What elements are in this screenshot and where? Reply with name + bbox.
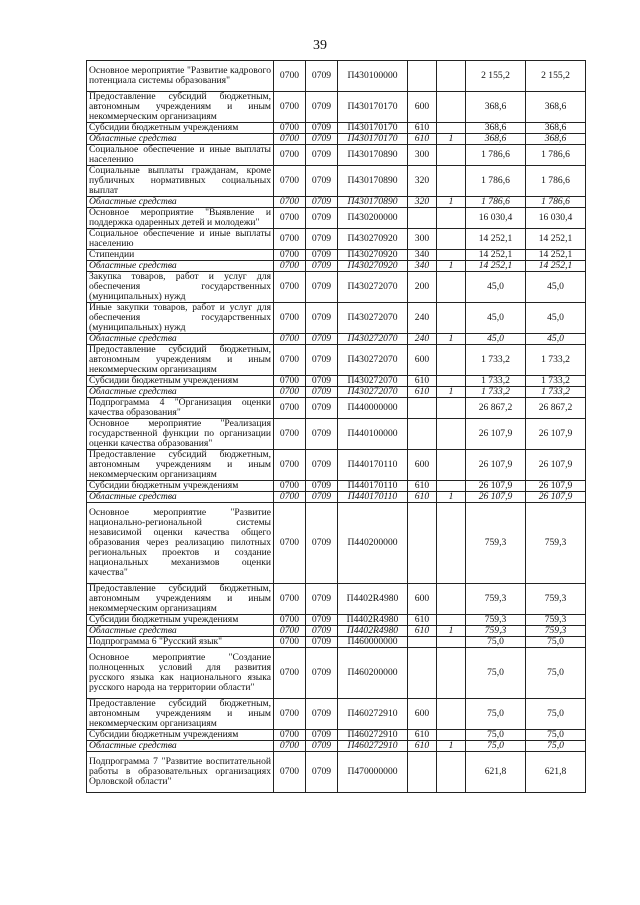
amount-year-2: 1 733,2: [526, 376, 586, 387]
row-name: Основное мероприятие "Выявление и поддержка одаренных детей и молодежи": [87, 208, 274, 229]
fund-source: 1: [437, 626, 466, 637]
subsection-code: 0709: [306, 123, 338, 134]
amount-year-2: 759,3: [526, 584, 586, 615]
target-article-code: П430270920: [338, 229, 408, 250]
fund-source: [437, 503, 466, 584]
row-name: Областные средства: [87, 134, 274, 145]
section-code: 0700: [274, 648, 306, 699]
table-row: [87, 61, 586, 92]
row-name: Субсидии бюджетным учреждениям: [87, 615, 274, 626]
table-row: [87, 741, 586, 752]
expense-type-code: 600: [408, 699, 437, 730]
amount-year-2: 14 252,1: [526, 261, 586, 272]
fund-source: [437, 250, 466, 261]
target-article-code: П430100000: [338, 61, 408, 92]
table-row: [87, 303, 586, 334]
expense-type-code: [408, 419, 437, 450]
table-row: [87, 387, 586, 398]
amount-year-1: 26 107,9: [466, 481, 526, 492]
row-name: Основное мероприятие "Создание полноценных условий для развития русского языка как национального языка русского народа на территории области": [87, 648, 274, 699]
target-article-code: П430170170: [338, 123, 408, 134]
subsection-code: 0709: [306, 334, 338, 345]
amount-year-2: 75,0: [526, 699, 586, 730]
target-article-code: П430270920: [338, 250, 408, 261]
page-number: 39: [313, 38, 327, 53]
table-row: [87, 250, 586, 261]
expense-type-code: 610: [408, 741, 437, 752]
amount-year-2: 14 252,1: [526, 250, 586, 261]
amount-year-1: 1 786,6: [466, 166, 526, 197]
section-code: 0700: [274, 166, 306, 197]
row-name: Социальное обеспечение и иные выплаты населению: [87, 229, 274, 250]
amount-year-2: 759,3: [526, 615, 586, 626]
fund-source: [437, 272, 466, 303]
row-name: Областные средства: [87, 741, 274, 752]
amount-year-1: 759,3: [466, 626, 526, 637]
fund-source: [437, 145, 466, 166]
target-article-code: П430170890: [338, 166, 408, 197]
section-code: 0700: [274, 492, 306, 503]
row-name: Основное мероприятие "Реализация государственной функции по организации оценки качества образования": [87, 419, 274, 450]
row-name: Основное мероприятие "Развитие кадрового потенциала системы образования": [87, 61, 274, 92]
target-article-code: П460000000: [338, 637, 408, 648]
subsection-code: 0709: [306, 450, 338, 481]
fund-source: [437, 92, 466, 123]
fund-source: [437, 208, 466, 229]
table-row: [87, 92, 586, 123]
expense-type-code: 320: [408, 166, 437, 197]
section-code: 0700: [274, 92, 306, 123]
target-article-code: П430272070: [338, 376, 408, 387]
fund-source: [437, 345, 466, 376]
subsection-code: 0709: [306, 398, 338, 419]
row-name: Иные закупки товаров, работ и услуг для обеспечения государственных (муниципальных) нужд: [87, 303, 274, 334]
target-article-code: П430200000: [338, 208, 408, 229]
row-name: Субсидии бюджетным учреждениям: [87, 376, 274, 387]
amount-year-2: 759,3: [526, 503, 586, 584]
subsection-code: 0709: [306, 272, 338, 303]
fund-source: 1: [437, 134, 466, 145]
expense-type-code: 610: [408, 730, 437, 741]
table-row: [87, 450, 586, 481]
fund-source: [437, 481, 466, 492]
section-code: 0700: [274, 197, 306, 208]
amount-year-2: 26 107,9: [526, 419, 586, 450]
expense-type-code: 610: [408, 626, 437, 637]
section-code: 0700: [274, 250, 306, 261]
fund-source: [437, 398, 466, 419]
row-name: Социальные выплаты гражданам, кроме публичных нормативных социальных выплат: [87, 166, 274, 197]
section-code: 0700: [274, 387, 306, 398]
section-code: 0700: [274, 615, 306, 626]
subsection-code: 0709: [306, 303, 338, 334]
amount-year-2: 45,0: [526, 303, 586, 334]
table-row: [87, 492, 586, 503]
fund-source: [437, 166, 466, 197]
section-code: 0700: [274, 626, 306, 637]
amount-year-1: 26 107,9: [466, 492, 526, 503]
section-code: 0700: [274, 229, 306, 250]
section-code: 0700: [274, 376, 306, 387]
target-article-code: П4402R4980: [338, 615, 408, 626]
row-name: Субсидии бюджетным учреждениям: [87, 123, 274, 134]
amount-year-2: 1 733,2: [526, 387, 586, 398]
table-row: [87, 503, 586, 584]
fund-source: [437, 699, 466, 730]
fund-source: [437, 648, 466, 699]
section-code: 0700: [274, 450, 306, 481]
row-name: Стипендии: [87, 250, 274, 261]
fund-source: [437, 123, 466, 134]
amount-year-1: 368,6: [466, 123, 526, 134]
subsection-code: 0709: [306, 166, 338, 197]
amount-year-2: 75,0: [526, 637, 586, 648]
amount-year-2: 759,3: [526, 626, 586, 637]
row-name: Предоставление субсидий бюджетным, автономным учреждениям и иным некоммерческим организациям: [87, 450, 274, 481]
fund-source: [437, 61, 466, 92]
table-row: [87, 637, 586, 648]
amount-year-1: 14 252,1: [466, 229, 526, 250]
target-article-code: П440100000: [338, 419, 408, 450]
row-name: Социальное обеспечение и иные выплаты населению: [87, 145, 274, 166]
amount-year-2: 45,0: [526, 272, 586, 303]
section-code: 0700: [274, 584, 306, 615]
row-name: Субсидии бюджетным учреждениям: [87, 730, 274, 741]
amount-year-1: 45,0: [466, 272, 526, 303]
section-code: 0700: [274, 730, 306, 741]
amount-year-1: 75,0: [466, 648, 526, 699]
table-row: [87, 752, 586, 793]
subsection-code: 0709: [306, 492, 338, 503]
subsection-code: 0709: [306, 419, 338, 450]
section-code: 0700: [274, 145, 306, 166]
target-article-code: П440000000: [338, 398, 408, 419]
fund-source: [437, 419, 466, 450]
row-name: Предоставление субсидий бюджетным, автономным учреждениям и иным некоммерческим организациям: [87, 92, 274, 123]
target-article-code: П430272070: [338, 387, 408, 398]
amount-year-1: 14 252,1: [466, 261, 526, 272]
target-article-code: П440170110: [338, 492, 408, 503]
target-article-code: П440170110: [338, 450, 408, 481]
table-row: [87, 197, 586, 208]
subsection-code: 0709: [306, 261, 338, 272]
table-row: [87, 208, 586, 229]
section-code: 0700: [274, 419, 306, 450]
amount-year-1: 1 733,2: [466, 376, 526, 387]
table-row: [87, 134, 586, 145]
section-code: 0700: [274, 481, 306, 492]
table-row: [87, 123, 586, 134]
amount-year-1: 26 107,9: [466, 450, 526, 481]
table-row: [87, 626, 586, 637]
table-row: [87, 615, 586, 626]
amount-year-2: 14 252,1: [526, 229, 586, 250]
row-name: Подпрограмма 7 "Развитие воспитательной работы в образовательных организациях Орловской области": [87, 752, 274, 793]
target-article-code: П4402R4980: [338, 584, 408, 615]
section-code: 0700: [274, 334, 306, 345]
target-article-code: П460272910: [338, 699, 408, 730]
fund-source: 1: [437, 492, 466, 503]
amount-year-1: 45,0: [466, 334, 526, 345]
fund-source: [437, 450, 466, 481]
subsection-code: 0709: [306, 730, 338, 741]
amount-year-1: 75,0: [466, 741, 526, 752]
section-code: 0700: [274, 503, 306, 584]
subsection-code: 0709: [306, 387, 338, 398]
row-name: Предоставление субсидий бюджетным, автономным учреждениям и иным некоммерческим организациям: [87, 345, 274, 376]
table-row: [87, 730, 586, 741]
subsection-code: 0709: [306, 250, 338, 261]
expense-type-code: 610: [408, 134, 437, 145]
expense-type-code: 300: [408, 145, 437, 166]
row-name: Областные средства: [87, 261, 274, 272]
amount-year-2: 368,6: [526, 134, 586, 145]
target-article-code: П440200000: [338, 503, 408, 584]
subsection-code: 0709: [306, 376, 338, 387]
amount-year-1: 14 252,1: [466, 250, 526, 261]
amount-year-2: 368,6: [526, 123, 586, 134]
expense-type-code: 340: [408, 250, 437, 261]
section-code: 0700: [274, 134, 306, 145]
row-name: Областные средства: [87, 334, 274, 345]
amount-year-2: 368,6: [526, 92, 586, 123]
expense-type-code: [408, 648, 437, 699]
target-article-code: П460200000: [338, 648, 408, 699]
row-name: Подпрограмма 6 "Русский язык": [87, 637, 274, 648]
expense-type-code: 340: [408, 261, 437, 272]
amount-year-1: 75,0: [466, 637, 526, 648]
expense-type-code: 240: [408, 334, 437, 345]
subsection-code: 0709: [306, 615, 338, 626]
subsection-code: 0709: [306, 145, 338, 166]
amount-year-1: 759,3: [466, 503, 526, 584]
target-article-code: П430272070: [338, 345, 408, 376]
section-code: 0700: [274, 752, 306, 793]
expense-type-code: 610: [408, 615, 437, 626]
section-code: 0700: [274, 261, 306, 272]
row-name: Основное мероприятие "Развитие национально-региональной системы независимой оценки качества общего образования через реализацию пилотных региональных проектов и создание национальных механизмов оценки качества": [87, 503, 274, 584]
subsection-code: 0709: [306, 752, 338, 793]
expense-type-code: 240: [408, 303, 437, 334]
fund-source: [437, 615, 466, 626]
table-row: [87, 481, 586, 492]
table-row: [87, 419, 586, 450]
section-code: 0700: [274, 741, 306, 752]
amount-year-2: 75,0: [526, 648, 586, 699]
expense-type-code: 300: [408, 229, 437, 250]
amount-year-2: 2 155,2: [526, 61, 586, 92]
expense-type-code: [408, 637, 437, 648]
target-article-code: П430270920: [338, 261, 408, 272]
amount-year-2: 1 786,6: [526, 166, 586, 197]
fund-source: [437, 303, 466, 334]
subsection-code: 0709: [306, 648, 338, 699]
row-name: Предоставление субсидий бюджетным, автономным учреждениям и иным некоммерческим организациям: [87, 584, 274, 615]
amount-year-1: 26 107,9: [466, 419, 526, 450]
amount-year-2: 26 107,9: [526, 450, 586, 481]
amount-year-2: 75,0: [526, 730, 586, 741]
subsection-code: 0709: [306, 345, 338, 376]
fund-source: 1: [437, 387, 466, 398]
subsection-code: 0709: [306, 229, 338, 250]
target-article-code: П430272070: [338, 272, 408, 303]
target-article-code: П430170890: [338, 197, 408, 208]
expense-type-code: 610: [408, 376, 437, 387]
expense-type-code: 610: [408, 123, 437, 134]
target-article-code: П430170170: [338, 134, 408, 145]
section-code: 0700: [274, 208, 306, 229]
table-row: [87, 166, 586, 197]
subsection-code: 0709: [306, 208, 338, 229]
section-code: 0700: [274, 303, 306, 334]
target-article-code: П460272910: [338, 730, 408, 741]
table-row: [87, 648, 586, 699]
amount-year-1: 45,0: [466, 303, 526, 334]
row-name: Областные средства: [87, 626, 274, 637]
table-row: [87, 376, 586, 387]
expense-type-code: [408, 752, 437, 793]
section-code: 0700: [274, 398, 306, 419]
fund-source: [437, 730, 466, 741]
expense-type-code: [408, 61, 437, 92]
expense-type-code: 600: [408, 345, 437, 376]
amount-year-1: 75,0: [466, 699, 526, 730]
subsection-code: 0709: [306, 134, 338, 145]
fund-source: [437, 584, 466, 615]
row-name: Областные средства: [87, 492, 274, 503]
amount-year-2: 26 107,9: [526, 481, 586, 492]
budget-table: [86, 60, 586, 793]
amount-year-1: 759,3: [466, 615, 526, 626]
amount-year-2: 1 786,6: [526, 197, 586, 208]
expense-type-code: [408, 398, 437, 419]
amount-year-1: 75,0: [466, 730, 526, 741]
amount-year-2: 1 733,2: [526, 345, 586, 376]
subsection-code: 0709: [306, 584, 338, 615]
fund-source: [437, 229, 466, 250]
target-article-code: П4402R4980: [338, 626, 408, 637]
section-code: 0700: [274, 123, 306, 134]
target-article-code: П460272910: [338, 741, 408, 752]
table-row: [87, 699, 586, 730]
subsection-code: 0709: [306, 741, 338, 752]
target-article-code: П440170110: [338, 481, 408, 492]
amount-year-2: 1 786,6: [526, 145, 586, 166]
section-code: 0700: [274, 637, 306, 648]
table-row: [87, 272, 586, 303]
table-body: [87, 61, 586, 793]
amount-year-1: 1 786,6: [466, 145, 526, 166]
fund-source: [437, 637, 466, 648]
table-row: [87, 345, 586, 376]
fund-source: [437, 752, 466, 793]
expense-type-code: 610: [408, 492, 437, 503]
row-name: Закупка товаров, работ и услуг для обеспечения государственных (муниципальных) нужд: [87, 272, 274, 303]
fund-source: 1: [437, 334, 466, 345]
subsection-code: 0709: [306, 197, 338, 208]
row-name: Областные средства: [87, 387, 274, 398]
subsection-code: 0709: [306, 61, 338, 92]
section-code: 0700: [274, 345, 306, 376]
table-row: [87, 584, 586, 615]
amount-year-1: 621,8: [466, 752, 526, 793]
section-code: 0700: [274, 272, 306, 303]
table-row: [87, 145, 586, 166]
amount-year-1: 759,3: [466, 584, 526, 615]
subsection-code: 0709: [306, 503, 338, 584]
amount-year-2: 45,0: [526, 334, 586, 345]
target-article-code: П430272070: [338, 303, 408, 334]
row-name: Субсидии бюджетным учреждениям: [87, 481, 274, 492]
target-article-code: П430272070: [338, 334, 408, 345]
row-name: Подпрограмма 4 "Организация оценки качества образования": [87, 398, 274, 419]
expense-type-code: [408, 503, 437, 584]
amount-year-2: 16 030,4: [526, 208, 586, 229]
table-row: [87, 261, 586, 272]
subsection-code: 0709: [306, 626, 338, 637]
target-article-code: П470000000: [338, 752, 408, 793]
expense-type-code: 610: [408, 387, 437, 398]
row-name: Предоставление субсидий бюджетным, автономным учреждениям и иным некоммерческим организациям: [87, 699, 274, 730]
expense-type-code: 320: [408, 197, 437, 208]
section-code: 0700: [274, 699, 306, 730]
expense-type-code: 200: [408, 272, 437, 303]
fund-source: 1: [437, 197, 466, 208]
amount-year-2: 621,8: [526, 752, 586, 793]
table-row: [87, 229, 586, 250]
amount-year-1: 26 867,2: [466, 398, 526, 419]
expense-type-code: 600: [408, 450, 437, 481]
fund-source: 1: [437, 261, 466, 272]
subsection-code: 0709: [306, 637, 338, 648]
subsection-code: 0709: [306, 92, 338, 123]
table-row: [87, 398, 586, 419]
amount-year-1: 1 733,2: [466, 387, 526, 398]
fund-source: 1: [437, 741, 466, 752]
amount-year-1: 368,6: [466, 134, 526, 145]
target-article-code: П430170890: [338, 145, 408, 166]
amount-year-1: 1 733,2: [466, 345, 526, 376]
amount-year-1: 368,6: [466, 92, 526, 123]
amount-year-1: 1 786,6: [466, 197, 526, 208]
expense-type-code: 610: [408, 481, 437, 492]
subsection-code: 0709: [306, 699, 338, 730]
amount-year-2: 75,0: [526, 741, 586, 752]
amount-year-2: 26 107,9: [526, 492, 586, 503]
fund-source: [437, 376, 466, 387]
amount-year-1: 16 030,4: [466, 208, 526, 229]
subsection-code: 0709: [306, 481, 338, 492]
section-code: 0700: [274, 61, 306, 92]
expense-type-code: 600: [408, 584, 437, 615]
row-name: Областные средства: [87, 197, 274, 208]
expense-type-code: 600: [408, 92, 437, 123]
amount-year-2: 26 867,2: [526, 398, 586, 419]
target-article-code: П430170170: [338, 92, 408, 123]
expense-type-code: [408, 208, 437, 229]
table-row: [87, 334, 586, 345]
amount-year-1: 2 155,2: [466, 61, 526, 92]
